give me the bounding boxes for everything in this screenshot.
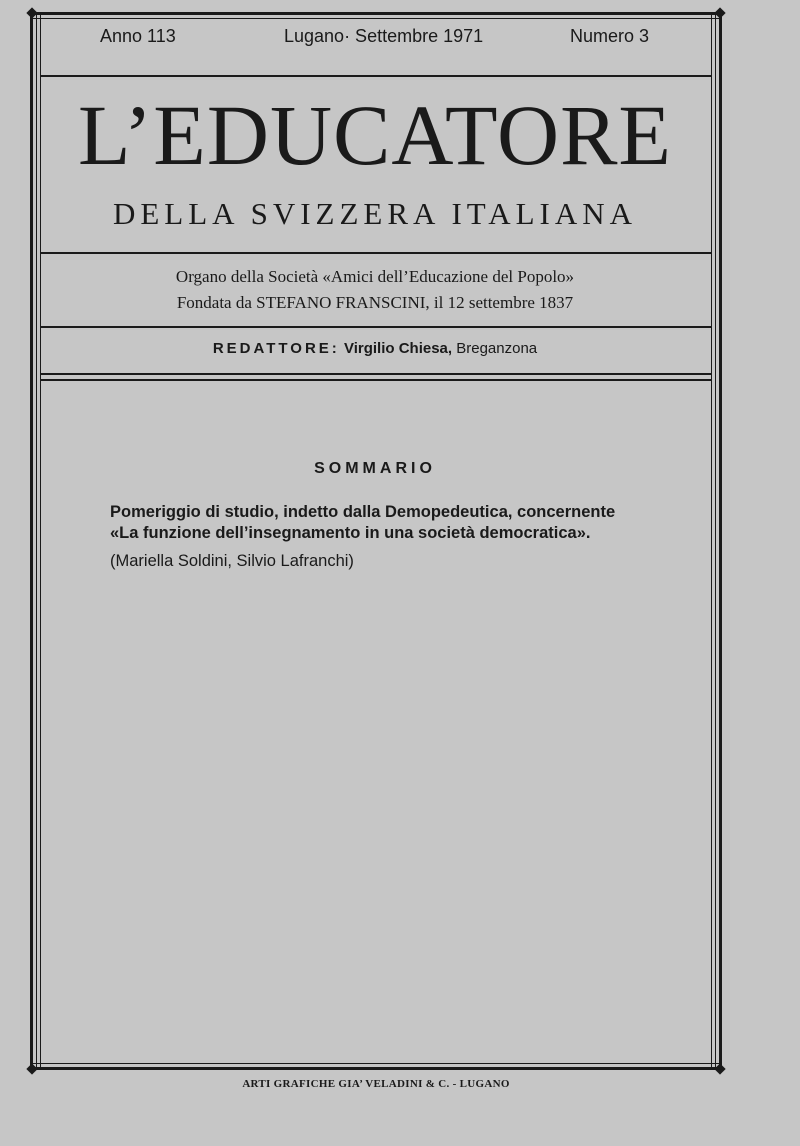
issue-number: Numero 3 bbox=[570, 26, 650, 46]
rule-under-editor bbox=[40, 373, 712, 375]
editor-place: Breganzona bbox=[456, 340, 538, 357]
frame-left-rule-thin bbox=[36, 12, 37, 1070]
organ-line-2: Fondata da STEFANO FRANSCINI, il 12 settembre 1837 bbox=[176, 293, 574, 312]
frame-right-rule bbox=[719, 12, 722, 1070]
editor-line bbox=[42, 340, 708, 357]
sommario-entry-line-1: Pomeriggio di studio, indetto dalla Demopedeutica, concernente bbox=[110, 503, 616, 521]
rule-under-editor-double bbox=[40, 379, 712, 381]
frame-top-rule-thin bbox=[30, 18, 722, 19]
editor-name: Virgilio Chiesa, bbox=[343, 340, 453, 357]
frame-left-rule bbox=[30, 12, 33, 1070]
frame-right-rule-inner bbox=[711, 12, 712, 1070]
corner-ornament-bottom-right bbox=[714, 1063, 725, 1074]
editor-label: REDATTORE: bbox=[212, 340, 340, 357]
corner-ornament-top-right bbox=[714, 7, 725, 18]
frame-bottom-rule bbox=[30, 1067, 722, 1070]
organ-line-1: Organo della Società «Amici dell’Educazione del Popolo» bbox=[175, 267, 575, 286]
masthead-subtitle: DELLA SVIZZERA ITALIANA bbox=[112, 196, 638, 231]
sommario-entry-line-2: «La funzione dell’insegnamento in una società democratica». bbox=[110, 524, 591, 542]
masthead-title: L’EDUCATORE bbox=[78, 87, 672, 183]
volume-year: Anno 113 bbox=[100, 26, 176, 46]
place-date: Lugano· Settembre 1971 bbox=[284, 26, 484, 46]
sommario-authors: (Mariella Soldini, Silvio Lafranchi) bbox=[110, 552, 354, 570]
issue-line bbox=[70, 26, 660, 56]
organ-statement bbox=[42, 264, 708, 316]
sommario-entry bbox=[110, 502, 680, 544]
frame-bottom-rule-thin bbox=[30, 1063, 722, 1064]
frame-top-rule bbox=[30, 12, 722, 15]
rule-under-subtitle bbox=[40, 252, 712, 254]
printer-credit: ARTI GRAFICHE GIA’ VELADINI & C. - LUGANO bbox=[242, 1078, 510, 1090]
sommario-heading: SOMMARIO bbox=[314, 460, 436, 477]
rule-under-organ bbox=[40, 326, 712, 328]
frame-left-rule-inner bbox=[40, 12, 41, 1070]
rule-under-topline bbox=[40, 75, 712, 77]
frame-right-rule-thin bbox=[715, 12, 716, 1070]
